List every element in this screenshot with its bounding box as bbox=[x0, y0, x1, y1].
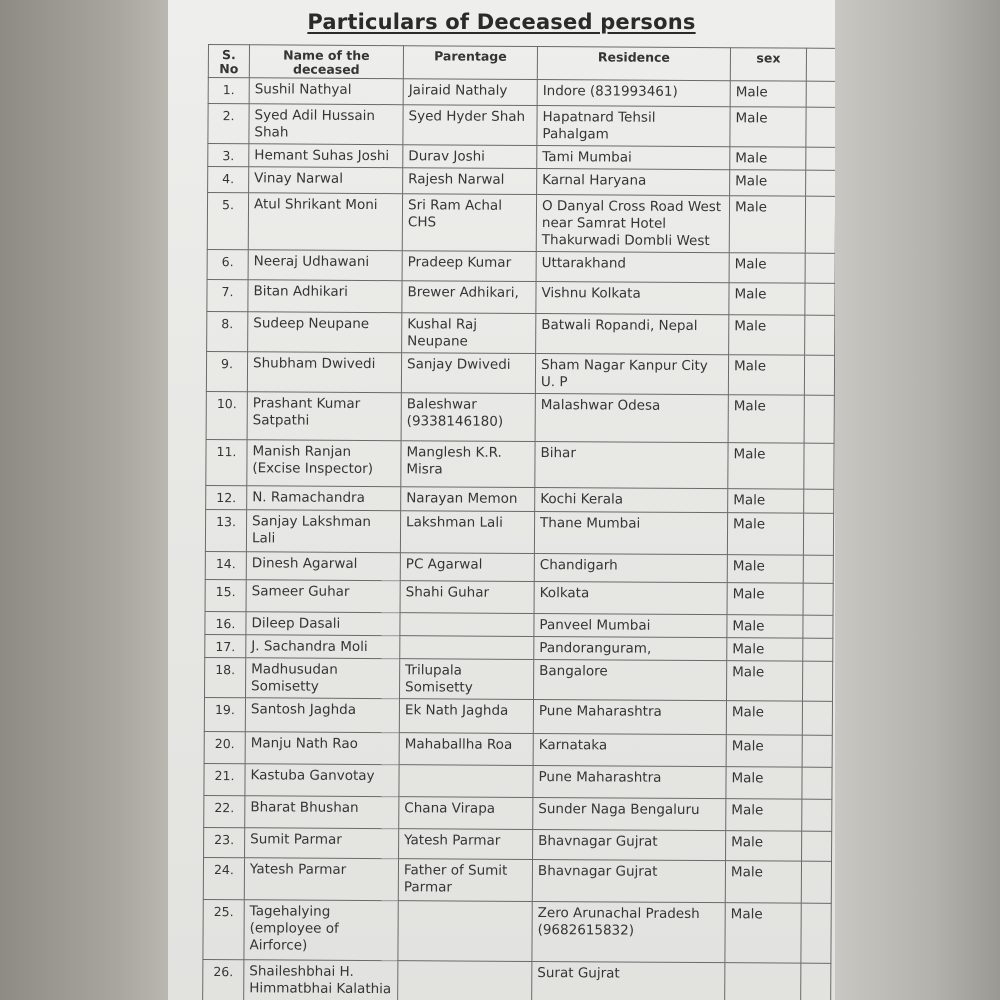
cell-extra bbox=[802, 735, 832, 767]
cell-name: Manju Nath Rao bbox=[245, 732, 399, 765]
cell-sno: 10. bbox=[206, 391, 247, 439]
cell-sno: 25. bbox=[203, 899, 244, 959]
cell-sno: 19. bbox=[204, 697, 245, 731]
cell-parentage bbox=[398, 961, 532, 1000]
cell-sno: 20. bbox=[204, 731, 245, 763]
cell-name: Bitan Adhikari bbox=[248, 280, 402, 313]
cell-sno: 8. bbox=[207, 311, 248, 351]
header-name: Name of the deceased bbox=[249, 45, 403, 79]
cell-residence: O Danyal Cross Road West near Samrat Hotel Thakurwadi Dombli West bbox=[536, 195, 729, 253]
header-extra bbox=[806, 48, 835, 81]
cell-parentage: Ek Nath Jaghda bbox=[399, 699, 533, 734]
cell-residence: Chandigarh bbox=[534, 554, 727, 583]
cell-extra bbox=[805, 283, 835, 315]
cell-parentage: Sanjay Dwivedi bbox=[401, 353, 535, 394]
cell-residence: Uttarakhand bbox=[536, 252, 729, 283]
cell-sno: 21. bbox=[204, 763, 245, 795]
cell-extra bbox=[805, 196, 835, 253]
cell-parentage: Kushal Raj Neupane bbox=[402, 313, 536, 354]
cell-parentage: Yatesh Parmar bbox=[399, 829, 533, 860]
cell-sex: Male bbox=[726, 735, 802, 767]
cell-sno: 14. bbox=[205, 551, 246, 579]
cell-parentage: Durav Joshi bbox=[403, 145, 537, 169]
table-row bbox=[204, 827, 832, 861]
cell-extra bbox=[806, 81, 835, 107]
deceased-table bbox=[202, 44, 835, 1000]
cell-residence: Zero Arunachal Pradesh (9682615832) bbox=[532, 901, 725, 962]
table-row bbox=[208, 167, 835, 197]
cell-residence: Hapatnard Tehsil Pahalgam bbox=[537, 106, 730, 147]
cell-parentage: Narayan Memon bbox=[401, 487, 535, 512]
table-row bbox=[205, 509, 833, 555]
cell-sno: 15. bbox=[205, 579, 246, 611]
cell-parentage: Rajesh Narwal bbox=[403, 168, 537, 195]
cell-name: Atul Shrikant Moni bbox=[248, 193, 402, 251]
cell-sex: Male bbox=[726, 661, 802, 701]
cell-residence: Pandoranguram, bbox=[534, 637, 727, 661]
cell-residence: Pune Maharashtra bbox=[533, 700, 726, 735]
table-row bbox=[204, 795, 832, 831]
document-title: Particulars of Deceased persons bbox=[307, 10, 696, 34]
table-row bbox=[208, 104, 835, 148]
cell-residence: Kolkata bbox=[534, 582, 727, 615]
cell-extra bbox=[804, 395, 834, 443]
background-right bbox=[835, 0, 1000, 1000]
cell-sno: 1. bbox=[208, 78, 249, 104]
cell-name: Manish Ranjan (Excise Inspector) bbox=[247, 440, 401, 487]
table-row bbox=[207, 279, 835, 315]
cell-sex: Male bbox=[727, 615, 803, 638]
cell-parentage bbox=[398, 901, 532, 962]
cell-parentage bbox=[399, 765, 533, 798]
cell-parentage: Baleshwar (9338146180) bbox=[401, 393, 535, 442]
cell-name: Sameer Guhar bbox=[246, 580, 400, 613]
table-row bbox=[203, 899, 831, 963]
cell-extra bbox=[802, 767, 832, 799]
cell-sex: Male bbox=[728, 395, 804, 443]
cell-name: Neeraj Udhawani bbox=[248, 250, 402, 281]
cell-parentage: Brewer Adhikari, bbox=[402, 281, 536, 314]
cell-sex: Male bbox=[726, 701, 802, 735]
cell-extra bbox=[804, 355, 834, 395]
background-left bbox=[0, 0, 168, 1000]
cell-parentage: Syed Hyder Shah bbox=[403, 105, 537, 146]
cell-sno: 7. bbox=[207, 279, 248, 311]
cell-parentage: PC Agarwal bbox=[400, 553, 534, 582]
cell-sex: Male bbox=[729, 283, 805, 315]
header-parentage: Parentage bbox=[403, 46, 537, 80]
cell-residence: Kochi Kerala bbox=[535, 488, 728, 513]
cell-extra bbox=[806, 170, 835, 196]
cell-extra bbox=[803, 555, 833, 583]
cell-sex: Male bbox=[726, 831, 802, 861]
table-row bbox=[206, 351, 834, 395]
cell-parentage: Lakshman Lali bbox=[400, 511, 534, 554]
cell-sno: 12. bbox=[206, 485, 247, 509]
cell-sex: Male bbox=[729, 253, 805, 283]
cell-residence: Sham Nagar Kanpur City U. P bbox=[535, 354, 728, 395]
cell-residence: Karnataka bbox=[533, 733, 726, 766]
cell-parentage: Sri Ram Achal CHS bbox=[402, 194, 536, 252]
table-row bbox=[205, 551, 833, 583]
cell-parentage: Shahi Guhar bbox=[400, 581, 534, 614]
cell-residence: Bhavnagar Gujrat bbox=[532, 859, 725, 902]
cell-sex: Male bbox=[728, 355, 804, 395]
cell-extra bbox=[801, 963, 831, 1000]
cell-parentage: Jairaid Nathaly bbox=[403, 79, 537, 106]
cell-sno: 2. bbox=[208, 104, 249, 144]
cell-sno: 17. bbox=[205, 634, 246, 657]
cell-name: Santosh Jaghda bbox=[245, 698, 399, 733]
cell-residence: Indore (831993461) bbox=[537, 80, 730, 107]
cell-name: Sumit Parmar bbox=[245, 828, 399, 859]
table-row bbox=[204, 731, 832, 767]
cell-name: Yatesh Parmar bbox=[244, 858, 398, 901]
cell-sex: Male bbox=[725, 861, 801, 903]
table-row bbox=[204, 697, 832, 735]
cell-sex: Male bbox=[728, 489, 804, 513]
cell-parentage: Mahaballha Roa bbox=[399, 733, 533, 766]
cell-name: Dileep Dasali bbox=[246, 612, 400, 636]
table-row bbox=[207, 311, 835, 355]
cell-extra bbox=[803, 583, 833, 615]
table-header-row bbox=[208, 45, 835, 82]
cell-sno: 6. bbox=[207, 249, 248, 279]
cell-name: Vinay Narwal bbox=[249, 167, 403, 194]
cell-residence: Bhavnagar Gujrat bbox=[533, 829, 726, 860]
cell-sex: Male bbox=[730, 107, 806, 147]
cell-extra bbox=[803, 638, 833, 661]
table-body bbox=[203, 78, 835, 1000]
cell-parentage: Trilupala Somisetty bbox=[400, 659, 534, 700]
cell-sex: Male bbox=[727, 513, 803, 555]
cell-sex: Male bbox=[727, 638, 803, 661]
cell-parentage: Manglesh K.R. Misra bbox=[401, 441, 535, 488]
cell-residence: Surat Gujrat bbox=[532, 961, 725, 1000]
cell-sno: 16. bbox=[205, 611, 246, 634]
cell-extra bbox=[803, 615, 833, 638]
cell-sno: 22. bbox=[204, 795, 245, 827]
cell-name: Bharat Bhushan bbox=[245, 796, 399, 829]
header-sno: S. No bbox=[208, 45, 249, 78]
cell-extra bbox=[806, 147, 835, 170]
table-row bbox=[207, 193, 835, 254]
cell-sex: Male bbox=[730, 147, 806, 170]
cell-name: Shaileshbhai H. Himmatbhai Kalathia bbox=[244, 960, 398, 1000]
cell-extra bbox=[806, 107, 835, 147]
cell-sno: 13. bbox=[205, 509, 246, 551]
cell-sex: Male bbox=[725, 903, 801, 963]
table-row bbox=[205, 657, 833, 701]
cell-sex: Male bbox=[730, 81, 806, 107]
cell-residence: Malashwar Odesa bbox=[535, 394, 728, 443]
cell-sno: 24. bbox=[203, 857, 244, 899]
cell-name: Syed Adil Hussain Shah bbox=[249, 104, 403, 145]
cell-residence: Vishnu Kolkata bbox=[536, 282, 729, 315]
cell-name: Dinesh Agarwal bbox=[246, 552, 400, 581]
table-row bbox=[203, 959, 831, 1000]
cell-extra bbox=[802, 701, 832, 735]
cell-sno: 9. bbox=[206, 351, 247, 391]
cell-residence: Tami Mumbai bbox=[537, 146, 730, 170]
cell-name: Sushil Nathyal bbox=[249, 78, 403, 105]
cell-sno: 3. bbox=[208, 144, 249, 167]
cell-sno: 4. bbox=[208, 167, 249, 193]
cell-name: Prashant Kumar Satpathi bbox=[247, 392, 401, 441]
cell-name: J. Sachandra Moli bbox=[246, 635, 400, 659]
cell-sno: 23. bbox=[204, 827, 245, 857]
cell-name: Shubham Dwivedi bbox=[247, 352, 401, 393]
document-page bbox=[168, 0, 835, 1000]
cell-residence: Sunder Naga Bengaluru bbox=[533, 797, 726, 830]
cell-sex: Male bbox=[729, 315, 805, 355]
cell-sex: Male bbox=[728, 443, 804, 489]
cell-sno: 26. bbox=[203, 959, 244, 1000]
cell-parentage bbox=[400, 636, 534, 660]
cell-name: N. Ramachandra bbox=[247, 486, 401, 511]
table-row bbox=[206, 391, 834, 443]
cell-extra bbox=[804, 489, 834, 513]
table-row bbox=[205, 579, 833, 615]
table-row bbox=[204, 763, 832, 799]
cell-extra bbox=[803, 513, 833, 555]
cell-residence: Panveel Mumbai bbox=[534, 614, 727, 638]
cell-name: Sudeep Neupane bbox=[248, 312, 402, 353]
cell-residence: Thane Mumbai bbox=[534, 512, 727, 555]
cell-sno: 5. bbox=[207, 193, 248, 250]
cell-sno: 18. bbox=[205, 657, 246, 697]
cell-name: Hemant Suhas Joshi bbox=[249, 144, 403, 168]
cell-residence: Karnal Haryana bbox=[537, 169, 730, 196]
cell-parentage bbox=[400, 613, 534, 637]
cell-sex: Male bbox=[726, 799, 802, 831]
cell-parentage: Father of Sumit Parmar bbox=[398, 859, 532, 902]
cell-extra bbox=[801, 861, 831, 903]
cell-sex: Male bbox=[730, 170, 806, 196]
cell-residence: Pune Maharashtra bbox=[533, 765, 726, 798]
cell-extra bbox=[805, 253, 835, 283]
table-row bbox=[207, 249, 835, 283]
cell-residence: Batwali Ropandi, Nepal bbox=[536, 314, 729, 355]
cell-name: Madhusudan Somisetty bbox=[246, 658, 400, 699]
cell-parentage: Chana Virapa bbox=[399, 797, 533, 830]
cell-sno: 11. bbox=[206, 439, 247, 485]
cell-extra bbox=[801, 903, 831, 963]
cell-extra bbox=[805, 315, 835, 355]
cell-extra bbox=[802, 661, 832, 701]
cell-residence: Bihar bbox=[535, 442, 728, 489]
header-residence: Residence bbox=[537, 47, 730, 81]
cell-sex: Male bbox=[729, 196, 805, 253]
cell-sex bbox=[725, 963, 801, 1000]
cell-parentage: Pradeep Kumar bbox=[402, 251, 536, 282]
cell-extra bbox=[802, 831, 832, 861]
header-sex: sex bbox=[730, 48, 806, 81]
table-row bbox=[206, 439, 834, 489]
cell-sex: Male bbox=[726, 767, 802, 799]
cell-sex: Male bbox=[727, 555, 803, 583]
cell-name: Sanjay Lakshman Lali bbox=[246, 510, 400, 553]
cell-extra bbox=[802, 799, 832, 831]
cell-extra bbox=[804, 443, 834, 489]
table-row bbox=[203, 857, 831, 903]
cell-name: Kastuba Ganvotay bbox=[245, 764, 399, 797]
table-row bbox=[208, 78, 835, 108]
cell-name: Tagehalying (employee of Airforce) bbox=[244, 900, 398, 961]
cell-residence: Bangalore bbox=[534, 660, 727, 701]
cell-sex: Male bbox=[727, 583, 803, 615]
